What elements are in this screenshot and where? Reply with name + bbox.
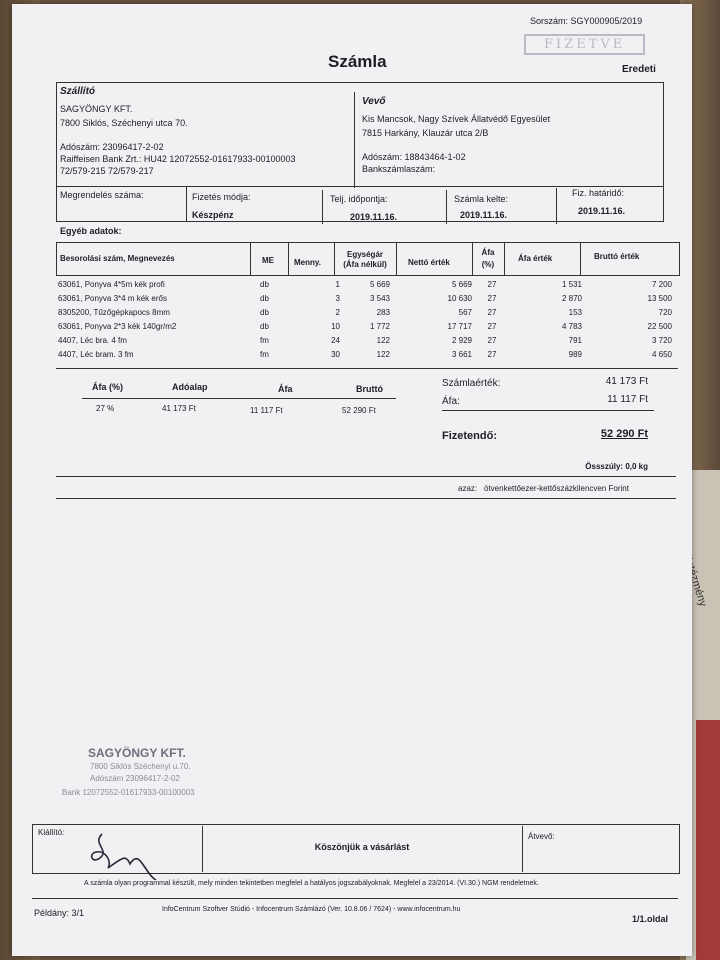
vat-summary-h-base: Adóalap [172,382,208,392]
cell-price: 3 543 [369,294,390,303]
totals-vat: 11 117 Ft [607,394,648,405]
buyer-bank-label: Bankszámlaszám: [362,164,436,174]
cell-name: 63061, Ponyva 3*4 m kék erős [58,294,167,303]
th-divider [580,242,581,276]
cell-net: 10 630 [447,294,472,303]
cell-pct: 27 [487,322,497,331]
cell-gross: 3 720 [651,336,672,345]
receiver-label: Átvevő: [528,832,555,841]
payment-method-label: Fizetés módja: [192,192,251,202]
parties-divider [354,92,355,188]
cell-qty: 24 [331,336,340,345]
legal-note: A számla olyan programmal készült, mely minden tekintetben megfelel a hatályos jogszabályoknak. Megfelel a 23/2014. (VI.30.) NGM rendeletnek. [84,880,539,887]
th-divider [250,242,251,276]
table-row [58,280,680,294]
cell-vat: 1 531 [561,280,582,289]
th-unit-price-sub: (Áfa nélkül) [343,260,387,269]
issue-date-value: 2019.11.16. [460,210,508,220]
th-vat: Áfa érték [518,254,553,263]
invoice-paper [12,4,692,956]
order-divider-3 [446,190,447,224]
parties-bottom-line [56,186,664,187]
buyer-tax-id: Adószám: 18843464-1-02 [362,152,466,162]
order-divider-2 [322,190,323,224]
cell-unit: db [260,294,269,303]
supplier-phone: 72/579-215 72/579-217 [60,166,154,176]
amount-in-words: ötvenkettőezer-kettőszázkilencven Forint [484,484,629,493]
vat-summary-line [82,398,396,399]
supplier-name: SAGYÖNGY KFT. [60,104,133,114]
cell-qty: 10 [331,322,340,331]
payable-amount: 52 290 Ft [600,428,648,440]
cell-vat: 4 783 [561,322,582,331]
table-row [58,322,680,336]
signature-divider [202,826,203,872]
cell-net: 17 717 [447,322,472,331]
cell-gross: 4 650 [651,350,672,359]
cell-pct: 27 [487,280,497,289]
invoice-value-label: Számlaérték: [442,378,501,389]
vat-summary-h-gross: Bruttó [356,384,383,394]
page-title: Számla [328,52,387,71]
table-row [58,294,680,308]
cell-vat: 2 870 [561,294,582,303]
th-divider [334,242,335,276]
vat-summary-h-vat: Áfa [278,384,293,394]
totals-line [442,410,654,411]
cell-price: 1 772 [369,322,390,331]
th-qty: Menny. [294,258,321,267]
legal-note-line [32,898,678,899]
cell-name: 8305200, Tűzőgépkapocs 8mm [58,308,170,317]
th-vat-pct-sub: (%) [481,260,495,269]
supplier-heading: Szállító [60,86,96,97]
th-gross: Bruttó érték [594,252,640,261]
serial-number: Sorszám: SGY000905/2019 [530,16,643,26]
stamp-company-name: SAGYÖNGY KFT. [88,746,186,760]
vat-summary-gross: 52 290 Ft [342,406,376,415]
cell-qty: 30 [331,350,340,359]
cell-unit: fm [260,350,269,359]
cell-price: 5 669 [369,280,390,289]
th-vat-pct: Áfa [481,248,495,257]
cell-qty: 3 [335,294,340,303]
th-net: Nettó érték [408,258,450,267]
performance-date-label: Telj. időpontja: [330,194,388,204]
cell-name: 63061, Ponyva 2*3 kék 140gr/m2 [58,322,177,331]
background-book-spine [696,720,720,960]
order-divider-4 [556,188,557,224]
cell-unit: fm [260,336,269,345]
cell-net: 2 929 [451,336,472,345]
background-book-text: intézmény [682,556,710,609]
cell-pct: 27 [487,294,497,303]
th-divider [504,242,505,276]
payment-method-value: Készpénz [192,210,234,220]
copy-type: Eredeti [622,64,656,75]
in-words-label: azaz: [458,484,478,493]
order-divider-1 [186,186,187,222]
signature-divider [522,826,523,872]
cell-pct: 27 [487,350,497,359]
th-name: Besorolási szám, Megnevezés [60,254,175,263]
stamp-address: 7800 Siklós Széchenyi u.70. [90,762,191,771]
items-table-bottom-line [56,368,678,369]
table-row [58,308,680,322]
performance-date-value: 2019.11.16. [350,212,398,222]
software-credit: InfoCentrum Szoftver Stúdió - Infocentrum Számlázó (Ver. 10.8.06 / 7624) - www.infocentrum.hu [162,906,461,913]
order-number-label: Megrendelés száma: [60,190,144,200]
cell-gross: 7 200 [651,280,672,289]
th-divider [288,242,289,276]
vat-summary-pct: 27 % [96,404,115,413]
handwritten-signature [82,824,182,880]
cell-qty: 1 [335,280,340,289]
words-top-line [56,476,676,477]
vat-summary-vat: 11 117 Ft [250,406,283,415]
supplier-address: 7800 Siklós, Széchenyi utca 70. [60,118,188,128]
cell-pct: 27 [487,336,497,345]
due-date-label: Fiz. határidő: [572,188,625,198]
cell-net: 567 [458,308,472,317]
cell-name: 4407, Léc bram. 3 fm [58,350,134,359]
other-data-label: Egyéb adatok: [60,226,122,236]
th-unit: ME [262,256,274,265]
total-weight: Össszúly: 0,0 kg [585,462,648,471]
buyer-heading: Vevő [362,96,386,107]
cell-gross: 720 [658,308,672,317]
table-row [58,336,680,350]
cell-qty: 2 [335,308,340,317]
cell-unit: db [260,280,269,289]
vat-summary-h-pct: Áfa (%) [92,382,123,392]
table-row [58,350,680,364]
cell-unit: db [260,322,269,331]
vat-summary-base: 41 173 Ft [162,404,196,413]
cell-gross: 22 500 [647,322,672,331]
thanks-message: Köszönjük a vásárlást [314,842,410,852]
cell-unit: db [260,308,269,317]
stamp-tax-id: Adószám 23096417-2-02 [90,774,180,783]
stamp-bank: Bank 12072552-01617933-00100003 [62,788,195,797]
buyer-address: 7815 Harkány, Klauzár utca 2/B [362,128,489,138]
th-unit-price: Egységár [346,250,384,259]
cell-net: 5 669 [451,280,472,289]
invoice-value: 41 173 Ft [605,376,648,387]
cell-vat: 791 [568,336,582,345]
totals-vat-label: Áfa: [442,396,460,407]
cell-name: 4407, Léc bra. 4 fm [58,336,127,345]
due-date-value: 2019.11.16. [578,206,626,216]
cell-gross: 13 500 [647,294,672,303]
supplier-bank: Raiffeisen Bank Zrt.: HU42 12072552-01617933-00100003 [60,154,296,164]
cell-pct: 27 [487,308,497,317]
th-divider [396,242,397,276]
copy-number: Példány: 3/1 [34,908,85,918]
th-divider [472,242,473,276]
cell-price: 283 [376,308,390,317]
cell-price: 122 [376,350,390,359]
issue-date-label: Számla kelte: [454,194,509,204]
issuer-label: Kiállító: [38,828,65,837]
supplier-tax-id: Adószám: 23096417-2-02 [60,142,164,152]
paid-stamp: FIZETVE [524,34,645,55]
buyer-name: Kis Mancsok, Nagy Szívek Állatvédő Egyesület [362,114,551,124]
words-bottom-line [56,498,676,499]
page-number: 1/1.oldal [632,914,669,924]
cell-vat: 989 [568,350,582,359]
cell-price: 122 [376,336,390,345]
cell-name: 63061, Ponyva 4*5m kék profi [58,280,165,289]
cell-vat: 153 [568,308,582,317]
payable-label: Fizetendő: [442,430,497,442]
cell-net: 3 661 [451,350,472,359]
